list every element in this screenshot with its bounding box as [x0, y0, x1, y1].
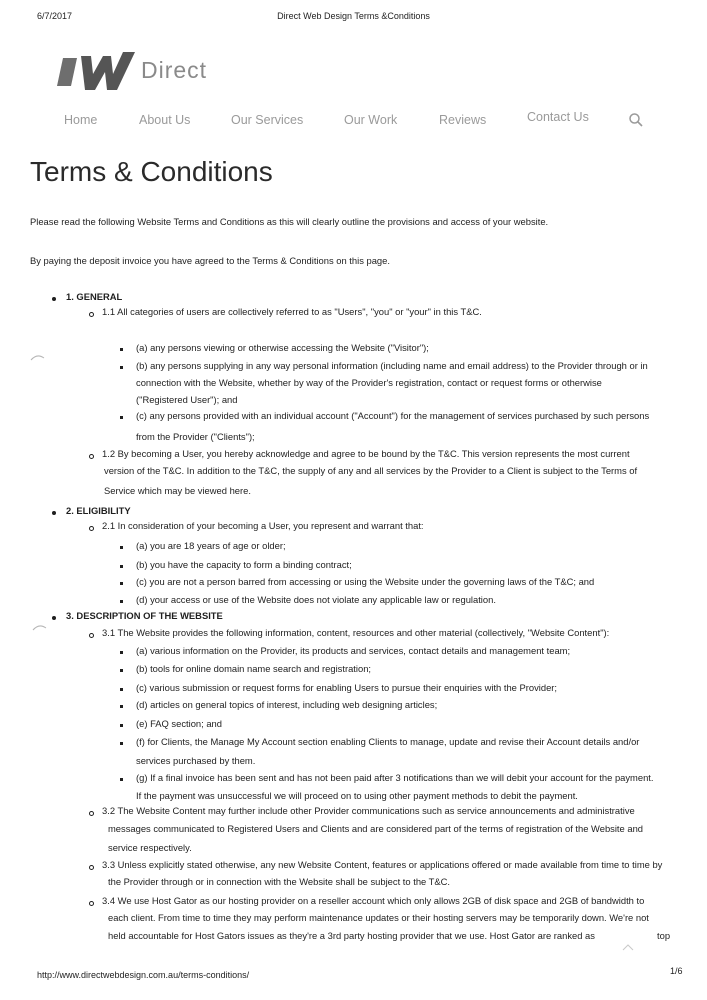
- item-bullet: [120, 366, 123, 369]
- subsection-bullet: [89, 901, 94, 906]
- main-nav: [0, 110, 707, 133]
- item-bullet: [120, 705, 123, 708]
- clause-1-1-c-cont: from the Provider ("Clients");: [136, 431, 255, 442]
- clause-1-2-cont: Service which may be viewed here.: [104, 485, 251, 496]
- clause-3-1-f-cont: services purchased by them.: [136, 755, 256, 766]
- clause-2-1-a: (a) you are 18 years of age or older;: [136, 540, 286, 551]
- print-page-number: 1/6: [670, 966, 683, 976]
- item-bullet: [120, 546, 123, 549]
- nav-reviews[interactable]: Reviews: [439, 113, 487, 127]
- search-icon[interactable]: [628, 112, 644, 128]
- clause-3-4-cont: held accountable for Host Gators issues as they're a 3rd party hosting provider that we use. Host Gator are ranked as: [108, 930, 595, 941]
- clause-3-1-a: (a) various information on the Provider, its products and services, contact details and management team;: [136, 645, 571, 656]
- nav-about-us[interactable]: About Us: [139, 113, 191, 127]
- clause-3-2: 3.2 The Website Content may further include other Provider communications such as service announcements and administrative: [102, 805, 635, 816]
- clause-1-1-a: (a) any persons viewing or otherwise accessing the Website ("Visitor");: [136, 342, 429, 353]
- clause-3-1-c: (c) various submission or request forms for enabling Users to pursue their enquiries with the Provider;: [136, 682, 558, 693]
- scroll-up-caret-icon: [621, 942, 635, 952]
- clause-3-1-g-cont: If the payment was unsuccessful we will proceed on to using other payment methods to debit the payment.: [136, 790, 578, 801]
- clause-3-2-cont: service respectively.: [108, 842, 192, 853]
- clause-3-2-cont: messages communicated to Registered Users and Clients and are considered part of the terms of registration of the Website and: [108, 823, 643, 834]
- item-bullet: [120, 565, 123, 568]
- clause-1-2-cont: version of the T&C. In addition to the T&C, the supply of any and all services by the Provider to a Client is subject to the Terms of: [104, 465, 638, 476]
- clause-2-1-c: (c) you are not a person barred from accessing or using the Website under the governing laws of the T&C; and: [136, 576, 595, 587]
- section-heading-general: 1. GENERAL: [66, 291, 123, 302]
- clause-2-1-d: (d) your access or use of the Website does not violate any applicable law or regulation.: [136, 594, 496, 605]
- clause-3-1-g: (g) If a final invoice has been sent and has not been paid after 3 notifications than we will debit your account for the payment.: [136, 772, 654, 783]
- item-bullet: [120, 348, 123, 351]
- clause-3-3-cont: the Provider through or in connection with the Website shall be subject to the T&C.: [108, 876, 451, 887]
- nav-home[interactable]: Home: [64, 113, 98, 127]
- item-bullet: [120, 688, 123, 691]
- clause-2-1: 2.1 In consideration of your becoming a User, you represent and warrant that:: [102, 520, 424, 531]
- clause-3-1: 3.1 The Website provides the following information, content, resources and other material (collectively, "Website Content"):: [102, 627, 610, 638]
- subsection-bullet: [89, 865, 94, 870]
- clause-3-4-cont-end: top: [657, 930, 671, 941]
- section-heading-description: 3. DESCRIPTION OF THE WEBSITE: [66, 610, 223, 621]
- clause-1-1: 1.1 All categories of users are collectively referred to as "Users", "you" or "your" in this T&C.: [102, 306, 482, 317]
- subsection-bullet: [89, 526, 94, 531]
- subsection-bullet: [89, 454, 94, 459]
- item-bullet: [120, 651, 123, 654]
- item-bullet: [120, 582, 123, 585]
- clause-1-1-b: (b) any persons supplying in any way personal information (including name and email address) to the Provider through or in: [136, 360, 648, 371]
- clause-3-1-d: (d) articles on general topics of interest, including web designing articles;: [136, 699, 438, 710]
- nav-our-work[interactable]: Our Work: [344, 113, 398, 127]
- print-date: 6/7/2017: [37, 11, 73, 21]
- clause-3-3: 3.3 Unless explicitly stated otherwise, any new Website Content, features or applications offered or made available from time to time by: [102, 859, 663, 870]
- item-bullet: [120, 778, 123, 781]
- nav-contact-us[interactable]: Contact Us: [527, 110, 589, 124]
- item-bullet: [120, 416, 123, 419]
- subsection-bullet: [89, 811, 94, 816]
- subsection-bullet: [89, 312, 94, 317]
- clause-3-1-e: (e) FAQ section; and: [136, 718, 222, 729]
- site-logo[interactable]: [57, 48, 207, 92]
- clause-3-4-cont: each client. From time to time they may perform maintenance updates or their hosting servers may be temporarily down. We're not: [108, 912, 649, 923]
- subsection-bullet: [89, 633, 94, 638]
- clause-1-2: 1.2 By becoming a User, you hereby acknowledge and agree to be bound by the T&C. This version represents the most current: [102, 448, 630, 459]
- clause-1-1-c: (c) any persons provided with an individual account ("Account") for the management of services purchased by such persons: [136, 410, 650, 421]
- clause-3-1-b: (b) tools for online domain name search and registration;: [136, 663, 372, 674]
- clause-3-4: 3.4 We use Host Gator as our hosting provider on a reseller account which only allows 2GB of disk space and 2GB of bandwidth to: [102, 895, 645, 906]
- clause-1-1-b-cont: ("Registered User"); and: [136, 394, 238, 405]
- item-bullet: [120, 724, 123, 727]
- item-bullet: [120, 600, 123, 603]
- section-bullet: [52, 511, 56, 515]
- print-title: Direct Web Design Terms &Conditions: [277, 11, 430, 21]
- intro-paragraph-2: By paying the deposit invoice you have agreed to the Terms & Conditions on this page.: [30, 255, 390, 266]
- section-bullet: [52, 297, 56, 301]
- section-heading-eligibility: 2. ELIGIBILITY: [66, 505, 131, 516]
- dw-logo-mark-icon: [57, 48, 137, 92]
- clause-1-1-b-cont: connection with the Website, whether by way of the Provider's registration, contact or request forms or otherwise: [136, 377, 602, 388]
- scan-mark-icon: [32, 622, 48, 632]
- item-bullet: [120, 669, 123, 672]
- section-bullet: [52, 616, 56, 620]
- logo-text: Direct: [141, 57, 208, 83]
- intro-paragraph-1: Please read the following Website Terms and Conditions as this will clearly outline the provisions and access of your website.: [30, 216, 549, 227]
- clause-2-1-b: (b) you have the capacity to form a binding contract;: [136, 559, 352, 570]
- print-footer-url: http://www.directwebdesign.com.au/terms-conditions/: [37, 970, 250, 980]
- scan-mark-icon: [30, 352, 46, 362]
- item-bullet: [120, 742, 123, 745]
- nav-our-services[interactable]: Our Services: [231, 113, 304, 127]
- page-title: Terms & Conditions: [30, 156, 273, 187]
- clause-3-1-f: (f) for Clients, the Manage My Account section enabling Clients to manage, update and revise their Account details and/or: [136, 736, 640, 747]
